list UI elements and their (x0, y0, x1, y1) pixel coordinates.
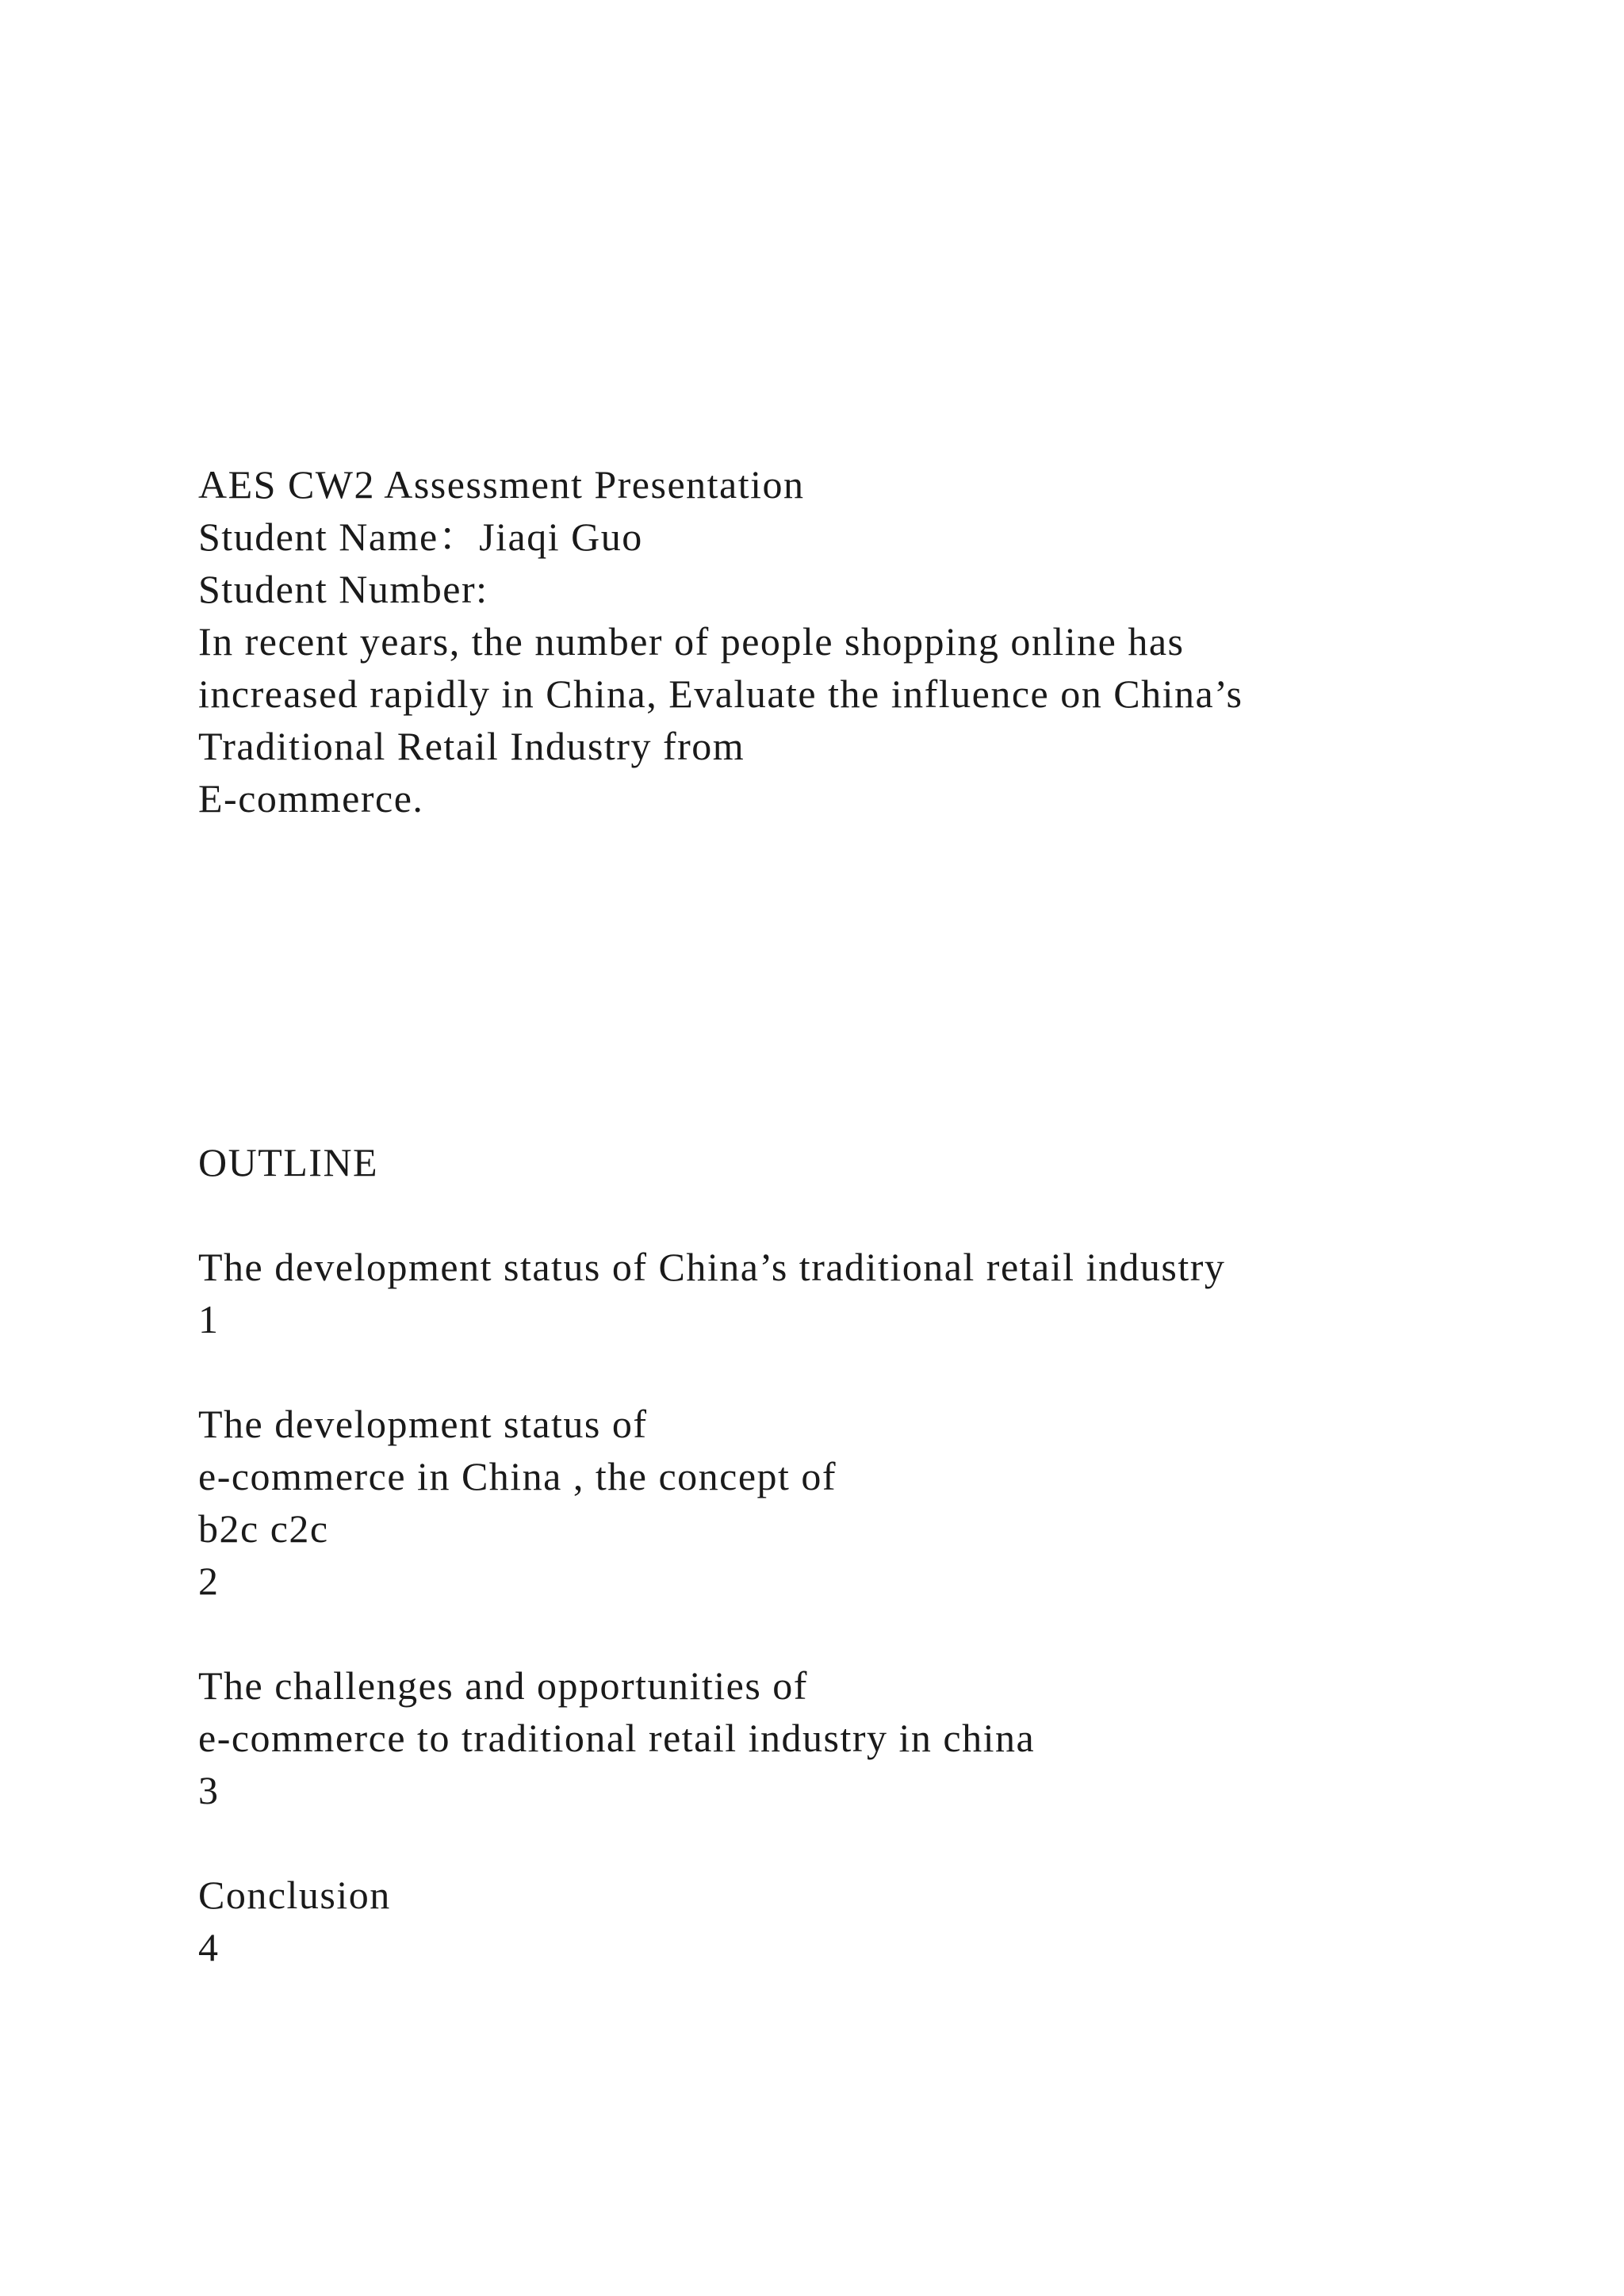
outline-item-number: 2 (198, 1559, 220, 1603)
question-line: increased rapidly in China, Evaluate the influence on China’s (198, 672, 1243, 716)
outline-item-text: The development status of China’s traditional retail industry (198, 1245, 1226, 1289)
outline-item-text: The development status of (198, 1402, 648, 1446)
outline-item-3 (198, 1659, 1546, 1816)
outline-item-number: 3 (198, 1768, 220, 1812)
document-title: AES CW2 Assessment Presentation (198, 462, 805, 507)
outline-item-number: 1 (198, 1297, 220, 1341)
question-line: E-commerce. (198, 776, 424, 821)
outline-item-text: e-commerce in China , the concept of (198, 1454, 837, 1498)
outline-item-text: b2c c2c (198, 1506, 329, 1551)
outline-item-text: Conclusion (198, 1873, 391, 1917)
outline-item-number: 4 (198, 1925, 220, 1969)
outline-item-2 (198, 1398, 1546, 1607)
outline-item-text: The challenges and opportunities of (198, 1663, 808, 1708)
outline-section (198, 1136, 1546, 1973)
outline-heading: OUTLINE (198, 1140, 379, 1184)
outline-item-4 (198, 1869, 1546, 1973)
outline-item-1 (198, 1241, 1546, 1345)
title-block (198, 458, 1546, 825)
student-name: Student Name：Jiaqi Guo (198, 515, 643, 559)
question-line: In recent years, the number of people shopping online has (198, 619, 1185, 664)
student-number: Student Number: (198, 567, 488, 611)
outline-item-text: e-commerce to traditional retail industry in china (198, 1716, 1036, 1760)
question-line: Traditional Retail Industry from (198, 724, 745, 768)
